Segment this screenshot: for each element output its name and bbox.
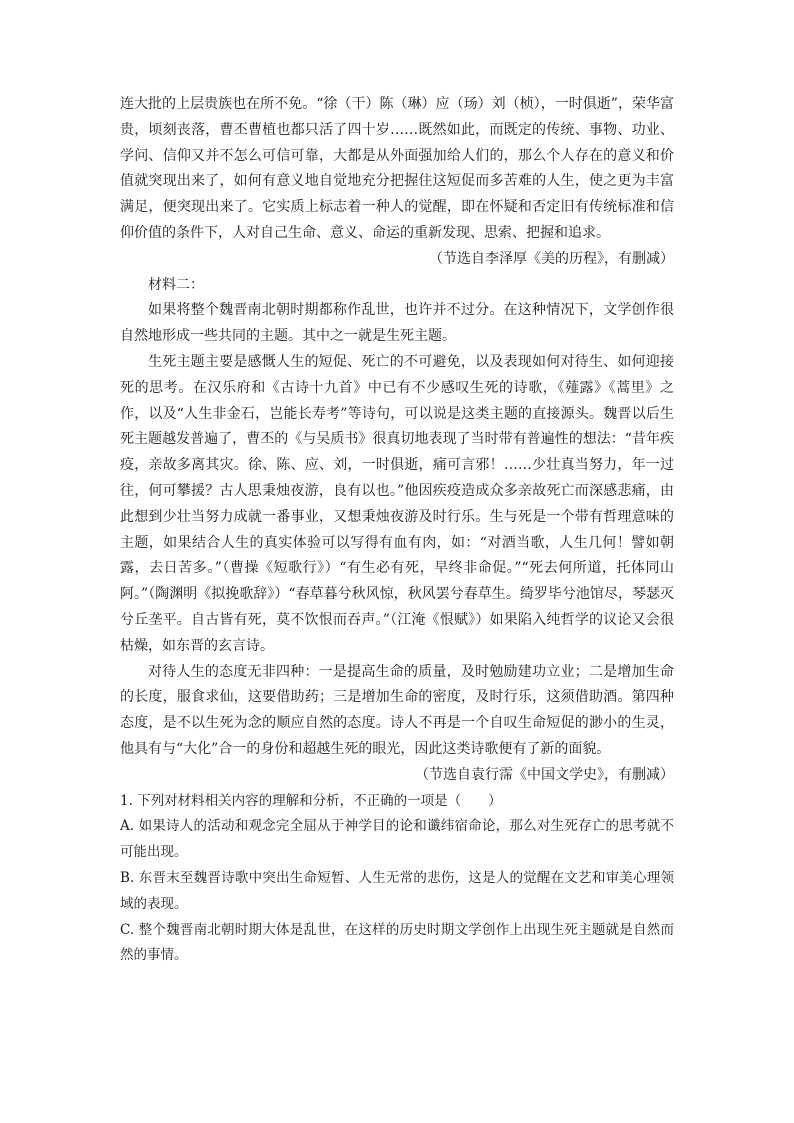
material-two-paragraph-3: 对待人生的态度无非四种：一是提高生命的质量，及时勉励建功立业；二是增加生命的长度，服食求仙，这要借助药；三是增加生命的密度，及时行乐，这须借助酒。第四种态度，是不以生死为念的顺应自然的态度。诗人不再是一个自叹生命短促的渺小的生灵，他具有与“大化”合一的身份和超越生死的眼光，因此这类诗歌便有了新的面貌。: [120, 663, 674, 757]
material-one-source: （节选自李泽厚《美的历程》，有删减）: [429, 250, 674, 267]
document-page: [120, 92, 674, 969]
option-b: B. 东晋末至魏晋诗歌中突出生命短暂、人生无常的悲伤，这是人的觉醒在文艺和审美心理领域的表现。: [120, 869, 674, 912]
material-two-heading: 材料二：: [148, 276, 204, 293]
material-two-source: （节选自袁行霈《中国文学史》，有删减）: [415, 766, 674, 783]
option-c: C. 整个魏晋南北朝时期大体是乱世，在这样的历史时期文学创作上出现生死主题就是自然而然的事情。: [120, 921, 674, 964]
option-a: A. 如果诗人的活动和观念完全屈从于神学目的论和谶纬宿命论，那么对生死存亡的思考就不可能出现。: [120, 818, 674, 861]
material-two-paragraph-2: 生死主题主要是感慨人生的短促、死亡的不可避免，以及表现如何对待生、如何迎接死的思考。在汉乐府和《古诗十九首》中已有不少感叹生死的诗歌，《薤露》《蒿里》之作，以及“人生非金石，岂能长寿考”等诗句，可以说是这类主题的直接源头。魏晋以后生死主题越发普遍了，曹丕的《与吴质书》很真切地表现了当时带有普遍性的想法：“昔年疾疫，亲故多离其灾。徐、陈、应、刘，一时俱逝，痛可言邪！……少壮真当努力，年一过往，何可攀援？古人思秉烛夜游，良有以也。”他因疾疫造成众多亲故死亡而深感悲痛，由此想到少壮当努力成就一番事业，又想秉烛夜游及时行乐。生与死是一个带有哲理意味的主题，如果结合人生的真实体验可以写得有血有肉，如：“对酒当歌，人生几何！譬如朝露，去日苦多。”（曹操《短歌行》）“有生必有死，早终非命促。”“死去何所道，托体同山阿。”（陶渊明《拟挽歌辞》）“春草暮兮秋风惊，秋风罢兮春草生。绮罗毕兮池馆尽，琴瑟灭兮丘垄平。自古皆有死，莫不饮恨而吞声。”（江淹《恨赋》）如果陷入纯哲学的议论又会很枯燥，如东晋的玄言诗。: [120, 353, 674, 654]
material-one-continuation: 连大批的上层贵族也在所不免。“徐（干）陈（琳）应（玚）刘（桢），一时俱逝”，荣华富贵，顷刻丧落，曹丕曹植也都只活了四十岁……既然如此，而既定的传统、事物、功业、学问、信仰又并不怎么可信可靠，大都是从外面强加给人们的，那么个人存在的意义和价值就突现出来了，如何有意义地自觉地充分把握住这短促而多苦难的人生，使之更为丰富满足，便突现出来了。它实质上标志着一种人的觉醒，即在怀疑和否定旧有传统标准和信仰价值的条件下，人对自己生命、意义、命运的重新发现、思索、把握和追求。: [120, 96, 674, 241]
question-stem: 1. 下列对材料相关内容的理解和分析，不正确的一项是（ ）: [120, 792, 502, 809]
material-two-paragraph-1: 如果将整个魏晋南北朝时期都称作乱世，也许并不过分。在这种情况下，文学创作很自然地形成一些共同的主题。其中之一就是生死主题。: [120, 302, 674, 345]
